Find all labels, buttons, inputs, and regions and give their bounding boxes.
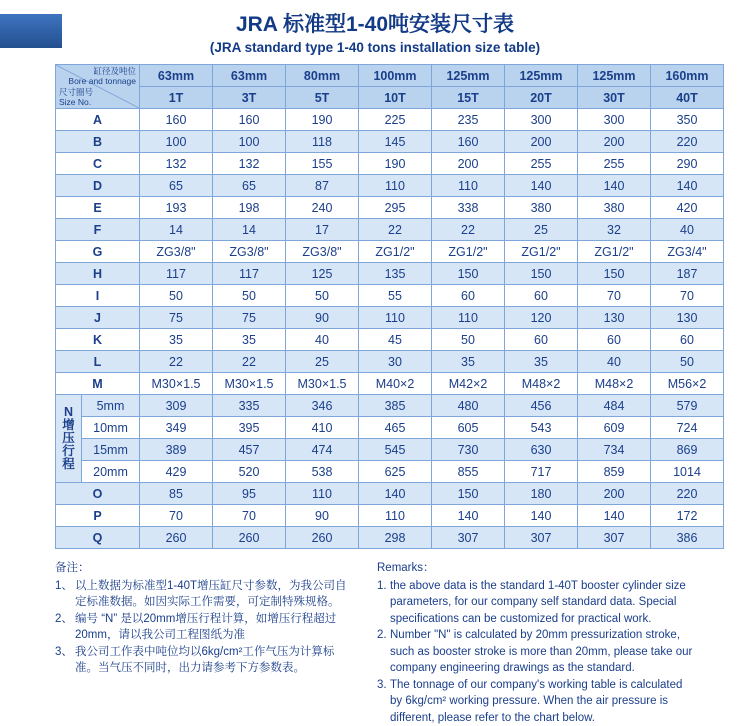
- tonnage-header-cell: 30T: [578, 87, 651, 109]
- table-cell: 225: [359, 109, 432, 131]
- table-cell: ZG1/2": [432, 241, 505, 263]
- table-cell: 55: [359, 285, 432, 307]
- n-stroke-label: 20mm: [82, 461, 140, 483]
- table-row-n: [56, 417, 724, 439]
- table-cell: 150: [432, 483, 505, 505]
- notes-cn-title: 备注：: [55, 560, 355, 577]
- table-cell: 40: [578, 351, 651, 373]
- table-cell: 140: [578, 175, 651, 197]
- table-cell: 32: [578, 219, 651, 241]
- table-cell: 95: [213, 483, 286, 505]
- table-cell: 429: [140, 461, 213, 483]
- table-cell: 456: [505, 395, 578, 417]
- table-row: [56, 285, 724, 307]
- table-cell: 410: [286, 417, 359, 439]
- table-cell: 255: [505, 153, 578, 175]
- table-cell: 135: [359, 263, 432, 285]
- table-cell: 22: [213, 351, 286, 373]
- note-text: Number "N" is calculated by 20mm pressurization stroke, such as booster stroke is more than 20mm, please take our company engineering drawings as the standard.: [390, 627, 697, 677]
- table-cell: 484: [578, 395, 651, 417]
- table-cell: 235: [432, 109, 505, 131]
- table-header-bore-row: [56, 65, 724, 87]
- note-number: 3、: [55, 644, 75, 677]
- table-row: [56, 131, 724, 153]
- table-cell: 50: [651, 351, 724, 373]
- bore-header-cell: 125mm: [432, 65, 505, 87]
- table-cell: 117: [140, 263, 213, 285]
- table-cell: 309: [140, 395, 213, 417]
- table-cell: 50: [213, 285, 286, 307]
- note-number: 1.: [377, 578, 390, 628]
- table-cell: 65: [140, 175, 213, 197]
- table-cell: 520: [213, 461, 286, 483]
- table-cell: 717: [505, 461, 578, 483]
- table-cell: 65: [213, 175, 286, 197]
- table-cell: 35: [213, 329, 286, 351]
- bore-header-cell: 63mm: [140, 65, 213, 87]
- table-cell: 35: [140, 329, 213, 351]
- table-cell: 350: [651, 109, 724, 131]
- table-cell: 90: [286, 505, 359, 527]
- table-cell: 70: [140, 505, 213, 527]
- table-row: [56, 109, 724, 131]
- table-cell: 160: [140, 109, 213, 131]
- table-cell: 25: [286, 351, 359, 373]
- row-label: L: [56, 351, 140, 373]
- table-cell: 240: [286, 197, 359, 219]
- table-cell: 70: [651, 285, 724, 307]
- table-cell: 60: [432, 285, 505, 307]
- row-label: A: [56, 109, 140, 131]
- table-cell: 110: [286, 483, 359, 505]
- table-cell: 200: [432, 153, 505, 175]
- table-cell: 457: [213, 439, 286, 461]
- bore-header-cell: 125mm: [578, 65, 651, 87]
- table-cell: 87: [286, 175, 359, 197]
- table-cell: 60: [505, 329, 578, 351]
- table-cell: 110: [359, 505, 432, 527]
- table-cell: 579: [651, 395, 724, 417]
- table-row: [56, 219, 724, 241]
- note-number: 2.: [377, 627, 390, 677]
- tonnage-header-cell: 1T: [140, 87, 213, 109]
- spec-table: [55, 64, 724, 549]
- tonnage-header-cell: 20T: [505, 87, 578, 109]
- table-row: [56, 153, 724, 175]
- table-cell: 40: [651, 219, 724, 241]
- table-cell: 45: [359, 329, 432, 351]
- notes-english: [377, 560, 697, 726]
- table-cell: ZG3/8": [286, 241, 359, 263]
- table-cell: 75: [140, 307, 213, 329]
- table-cell: 1014: [651, 461, 724, 483]
- table-cell: 380: [578, 197, 651, 219]
- table-cell: 307: [432, 527, 505, 549]
- table-cell: 60: [578, 329, 651, 351]
- table-cell: 50: [432, 329, 505, 351]
- table-cell: 22: [359, 219, 432, 241]
- table-cell: 160: [432, 131, 505, 153]
- note-text: The tonnage of our company's working table is calculated by 6kg/cm² working pressure. When the air pressure is different, please refer to the chart below.: [390, 677, 697, 726]
- table-cell: 295: [359, 197, 432, 219]
- notes-en-title: Remarks：: [377, 560, 697, 577]
- table-cell: 385: [359, 395, 432, 417]
- table-row: [56, 263, 724, 285]
- row-label: M: [56, 373, 140, 395]
- table-cell: 155: [286, 153, 359, 175]
- table-cell: 60: [505, 285, 578, 307]
- table-cell: 172: [651, 505, 724, 527]
- table-cell: ZG1/2": [578, 241, 651, 263]
- table-cell: 543: [505, 417, 578, 439]
- table-cell: 545: [359, 439, 432, 461]
- table-cell: 140: [651, 175, 724, 197]
- table-cell: 260: [213, 527, 286, 549]
- table-cell: 198: [213, 197, 286, 219]
- table-cell: 300: [505, 109, 578, 131]
- table-cell: 117: [213, 263, 286, 285]
- row-label: D: [56, 175, 140, 197]
- table-cell: 338: [432, 197, 505, 219]
- table-cell: M30×1.5: [140, 373, 213, 395]
- table-cell: 150: [578, 263, 651, 285]
- table-cell: 346: [286, 395, 359, 417]
- table-cell: 110: [359, 307, 432, 329]
- table-cell: 140: [432, 505, 505, 527]
- table-cell: 35: [505, 351, 578, 373]
- note-item: [377, 578, 697, 628]
- row-label: O: [56, 483, 140, 505]
- note-text: 编号 “N” 是以20mm增压行程计算，如增压行程超过20mm，请以我公司工程图纸为准: [75, 611, 355, 644]
- table-row: [56, 329, 724, 351]
- table-cell: 307: [578, 527, 651, 549]
- table-cell: 389: [140, 439, 213, 461]
- row-label: J: [56, 307, 140, 329]
- table-cell: 260: [140, 527, 213, 549]
- table-cell: 150: [432, 263, 505, 285]
- tonnage-header-cell: 15T: [432, 87, 505, 109]
- row-label: G: [56, 241, 140, 263]
- table-cell: M30×1.5: [286, 373, 359, 395]
- table-cell: 855: [432, 461, 505, 483]
- table-cell: M48×2: [505, 373, 578, 395]
- table-cell: M40×2: [359, 373, 432, 395]
- bore-header-cell: 100mm: [359, 65, 432, 87]
- table-cell: 40: [286, 329, 359, 351]
- table-cell: 22: [140, 351, 213, 373]
- table-cell: 605: [432, 417, 505, 439]
- table-cell: 349: [140, 417, 213, 439]
- table-cell: 118: [286, 131, 359, 153]
- table-cell: 90: [286, 307, 359, 329]
- table-cell: 50: [286, 285, 359, 307]
- table-cell: 100: [140, 131, 213, 153]
- header: [0, 0, 750, 64]
- bore-header-cell: 80mm: [286, 65, 359, 87]
- table-cell: ZG3/4": [651, 241, 724, 263]
- table-cell: 724: [651, 417, 724, 439]
- note-number: 2、: [55, 611, 75, 644]
- table-row-n: [56, 439, 724, 461]
- table-cell: 300: [578, 109, 651, 131]
- note-item: [55, 578, 355, 611]
- note-item: [55, 611, 355, 644]
- note-text: 以上数据为标准型1-40T增压缸尺寸参数，为我公司自定标准数据。如因实际工作需要，可定制特殊规格。: [75, 578, 355, 611]
- table-cell: 132: [140, 153, 213, 175]
- table-cell: 130: [651, 307, 724, 329]
- table-cell: 335: [213, 395, 286, 417]
- table-header-tonnage-row: [56, 87, 724, 109]
- page-title-en: (JRA standard type 1-40 tons installation size table): [0, 38, 750, 58]
- table-cell: M42×2: [432, 373, 505, 395]
- table-cell: 190: [286, 109, 359, 131]
- table-cell: 200: [578, 483, 651, 505]
- table-cell: 625: [359, 461, 432, 483]
- table-row: [56, 505, 724, 527]
- spec-table-wrap: [55, 64, 700, 549]
- table-row: [56, 351, 724, 373]
- note-number: 1、: [55, 578, 75, 611]
- row-label: Q: [56, 527, 140, 549]
- table-cell: 380: [505, 197, 578, 219]
- table-cell: 70: [213, 505, 286, 527]
- table-cell: 30: [359, 351, 432, 373]
- table-cell: 609: [578, 417, 651, 439]
- table-cell: 220: [651, 131, 724, 153]
- note-item: [377, 677, 697, 726]
- table-row: [56, 197, 724, 219]
- note-item: [55, 644, 355, 677]
- table-cell: 22: [432, 219, 505, 241]
- table-cell: 70: [578, 285, 651, 307]
- table-cell: 110: [432, 307, 505, 329]
- table-cell: 180: [505, 483, 578, 505]
- table-cell: 869: [651, 439, 724, 461]
- table-cell: 730: [432, 439, 505, 461]
- table-row: [56, 175, 724, 197]
- table-cell: M56×2: [651, 373, 724, 395]
- table-row-n: [56, 461, 724, 483]
- table-cell: 465: [359, 417, 432, 439]
- table-cell: 140: [505, 175, 578, 197]
- table-row: [56, 373, 724, 395]
- table-cell: 420: [651, 197, 724, 219]
- table-row: [56, 527, 724, 549]
- table-cell: ZG3/8": [140, 241, 213, 263]
- tonnage-header-cell: 40T: [651, 87, 724, 109]
- note-text: 我公司工作表中吨位均以6kg/cm²工作气压为计算标准。当气压不同时，出力请参考下方参数表。: [75, 644, 355, 677]
- table-cell: 260: [286, 527, 359, 549]
- note-item: [377, 627, 697, 677]
- table-cell: 187: [651, 263, 724, 285]
- table-cell: 734: [578, 439, 651, 461]
- table-cell: ZG1/2": [359, 241, 432, 263]
- row-label: H: [56, 263, 140, 285]
- table-row: [56, 483, 724, 505]
- table-cell: 395: [213, 417, 286, 439]
- bore-header-cell: 125mm: [505, 65, 578, 87]
- table-cell: ZG3/8": [213, 241, 286, 263]
- row-label: K: [56, 329, 140, 351]
- table-cell: 193: [140, 197, 213, 219]
- table-row: [56, 241, 724, 263]
- table-cell: 100: [213, 131, 286, 153]
- table-cell: 298: [359, 527, 432, 549]
- row-label: B: [56, 131, 140, 153]
- table-cell: 35: [432, 351, 505, 373]
- table-cell: 140: [578, 505, 651, 527]
- table-cell: 538: [286, 461, 359, 483]
- table-cell: 140: [505, 505, 578, 527]
- table-cell: 85: [140, 483, 213, 505]
- table-cell: 14: [213, 219, 286, 241]
- table-corner-cell: [56, 65, 140, 109]
- table-cell: 255: [578, 153, 651, 175]
- row-label-n: N 增 压 行 程: [56, 395, 82, 483]
- table-cell: 120: [505, 307, 578, 329]
- row-label: C: [56, 153, 140, 175]
- table-cell: 190: [359, 153, 432, 175]
- table-cell: 200: [578, 131, 651, 153]
- row-label: P: [56, 505, 140, 527]
- table-cell: 859: [578, 461, 651, 483]
- table-cell: 60: [651, 329, 724, 351]
- corner-label-bottom: 尺寸圈号 Size No.: [59, 87, 93, 107]
- tonnage-header-cell: 5T: [286, 87, 359, 109]
- table-cell: 25: [505, 219, 578, 241]
- row-label: E: [56, 197, 140, 219]
- table-cell: 110: [359, 175, 432, 197]
- table-cell: 17: [286, 219, 359, 241]
- table-cell: 150: [505, 263, 578, 285]
- n-stroke-label: 15mm: [82, 439, 140, 461]
- tonnage-header-cell: 10T: [359, 87, 432, 109]
- table-cell: 474: [286, 439, 359, 461]
- row-label: F: [56, 219, 140, 241]
- table-cell: 125: [286, 263, 359, 285]
- corner-label-top: 缸径及吨位 Bore and tonnage: [68, 66, 136, 86]
- table-cell: M48×2: [578, 373, 651, 395]
- table-cell: 630: [505, 439, 578, 461]
- bore-header-cell: 63mm: [213, 65, 286, 87]
- note-number: 3.: [377, 677, 390, 726]
- notes-chinese: [55, 560, 355, 726]
- table-cell: 145: [359, 131, 432, 153]
- note-text: the above data is the standard 1-40T booster cylinder size parameters, for our company self standard data. Special specifications can be customized for practical work.: [390, 578, 697, 628]
- table-cell: 307: [505, 527, 578, 549]
- table-cell: 132: [213, 153, 286, 175]
- notes-section: [55, 560, 700, 726]
- table-cell: 290: [651, 153, 724, 175]
- table-cell: 14: [140, 219, 213, 241]
- header-accent-bar: [0, 14, 62, 48]
- table-cell: 386: [651, 527, 724, 549]
- table-row-n: [56, 395, 724, 417]
- tonnage-header-cell: 3T: [213, 87, 286, 109]
- table-cell: 110: [432, 175, 505, 197]
- bore-header-cell: 160mm: [651, 65, 724, 87]
- table-cell: 200: [505, 131, 578, 153]
- table-cell: 140: [359, 483, 432, 505]
- table-cell: 160: [213, 109, 286, 131]
- table-cell: 220: [651, 483, 724, 505]
- table-cell: 50: [140, 285, 213, 307]
- table-cell: 480: [432, 395, 505, 417]
- table-cell: ZG1/2": [505, 241, 578, 263]
- n-stroke-label: 10mm: [82, 417, 140, 439]
- n-stroke-label: 5mm: [82, 395, 140, 417]
- table-cell: 130: [578, 307, 651, 329]
- page-title-cn: JRA 标准型1-40吨安装尺寸表: [0, 12, 750, 38]
- table-cell: M30×1.5: [213, 373, 286, 395]
- table-row: [56, 307, 724, 329]
- table-cell: 75: [213, 307, 286, 329]
- row-label: I: [56, 285, 140, 307]
